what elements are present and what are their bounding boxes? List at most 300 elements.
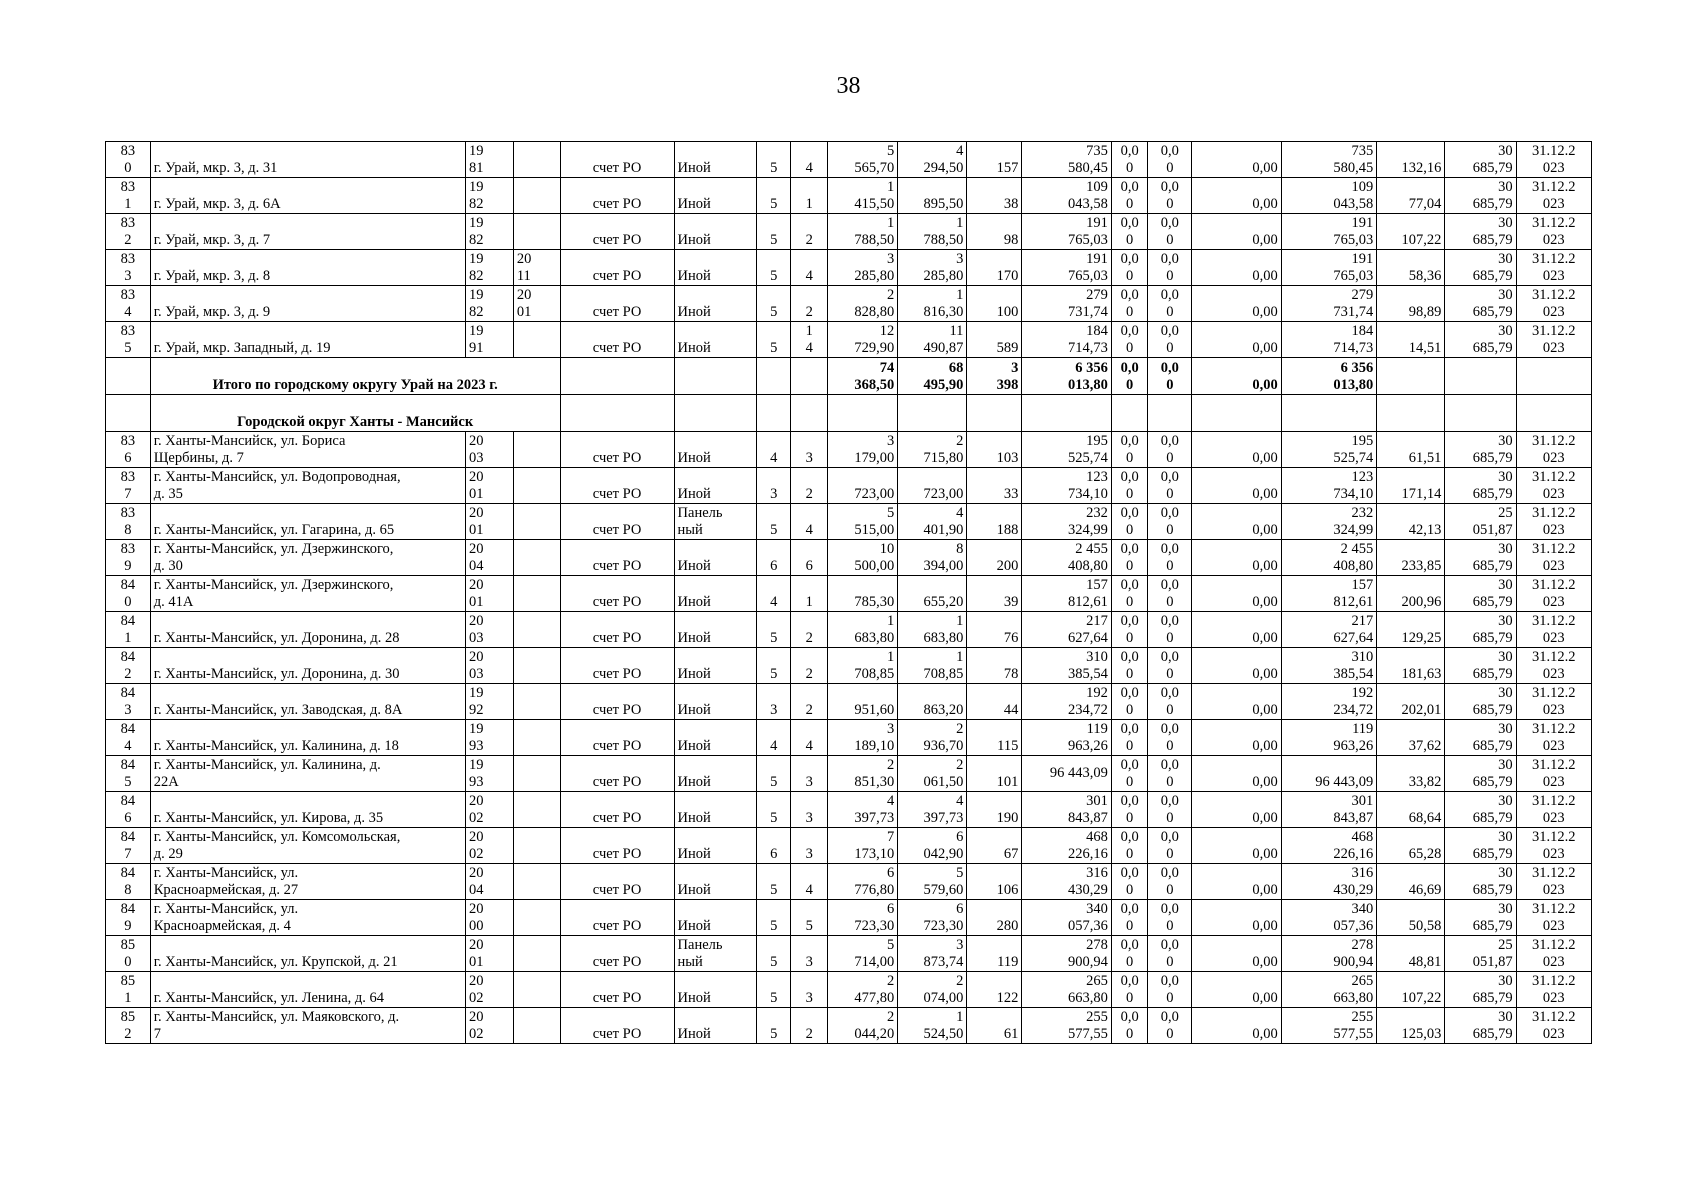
cell-area-living: 8 394,00 — [898, 540, 967, 576]
cell-area-total: 10 500,00 — [828, 540, 898, 576]
cell-entrances: 2 — [791, 612, 828, 648]
cell-area-living: 2 715,80 — [898, 432, 967, 468]
cell-unit-cost: 65,28 — [1377, 828, 1445, 864]
cell-residents: 589 — [967, 322, 1022, 358]
cell-row-number: 83 4 — [106, 286, 151, 322]
cell-address: г. Урай, мкр. 3, д. 9 — [150, 286, 465, 322]
cell-row-number: 84 5 — [106, 756, 151, 792]
cell-floors: 5 — [756, 322, 791, 358]
cell-year-repair: 20 11 — [513, 250, 560, 286]
cell-deadline: 31.12.2 023 — [1516, 1008, 1591, 1044]
table-row — [106, 900, 1592, 936]
cell-year-repair — [513, 432, 560, 468]
cell-address: г. Ханты-Мансийск, ул. Калинина, д. 22А — [150, 756, 465, 792]
cell-year-built: 19 93 — [466, 720, 514, 756]
cell-zero-a: 0,0 0 — [1111, 540, 1148, 576]
cell-row-number: 85 1 — [106, 972, 151, 1008]
cell-zero-a: 0,0 0 — [1111, 432, 1148, 468]
cell-unit-cost: 98,89 — [1377, 286, 1445, 322]
table-row — [106, 178, 1592, 214]
cell-zero-a: 0,0 0 — [1111, 828, 1148, 864]
cell-zero-c: 0,00 — [1192, 828, 1282, 864]
cell-zero-b: 0,0 0 — [1148, 684, 1192, 720]
cell-zero-b: 0,0 0 — [1148, 250, 1192, 286]
summary-cost: 6 356 013,80 — [1022, 358, 1112, 395]
cell-entrances: 2 — [791, 1008, 828, 1044]
cell-area-living: 6 042,90 — [898, 828, 967, 864]
cell-zero-a: 0,0 0 — [1111, 178, 1148, 214]
cell-unit-cost: 202,01 — [1377, 684, 1445, 720]
cell-wall-material: Иной — [674, 792, 756, 828]
cell-deadline: 31.12.2 023 — [1516, 864, 1591, 900]
cell-area-living: 1 816,30 — [898, 286, 967, 322]
cell-year-built: 20 01 — [466, 936, 514, 972]
table-row — [106, 828, 1592, 864]
cell-fund: 184 714,73 — [1281, 322, 1377, 358]
cell-residents: 78 — [967, 648, 1022, 684]
housing-table — [105, 141, 1592, 1044]
cell-funding-source: счет РО — [560, 142, 674, 178]
cell-floors: 5 — [756, 648, 791, 684]
cell-zero-a: 0,0 0 — [1111, 142, 1148, 178]
cell-cost: 191 765,03 — [1022, 214, 1112, 250]
cell-floors: 5 — [756, 972, 791, 1008]
cell-wall-material: Панель ный — [674, 936, 756, 972]
cell-limit-cost: 30 685,79 — [1445, 900, 1516, 936]
cell-residents: 170 — [967, 250, 1022, 286]
cell-funding-source: счет РО — [560, 540, 674, 576]
cell-row-number: 84 8 — [106, 864, 151, 900]
cell-residents: 67 — [967, 828, 1022, 864]
cell-year-built: 19 82 — [466, 286, 514, 322]
cell-area-living: 2 074,00 — [898, 972, 967, 1008]
cell-address: г. Ханты-Мансийск, ул. Дзержинского, д. 30 — [150, 540, 465, 576]
cell-fund: 310 385,54 — [1281, 648, 1377, 684]
cell-row-number: 83 7 — [106, 468, 151, 504]
cell-area-total: 6 776,80 — [828, 864, 898, 900]
cell-year-repair — [513, 720, 560, 756]
table-row — [106, 720, 1592, 756]
cell-fund: 123 734,10 — [1281, 468, 1377, 504]
cell-address: г. Урай, мкр. 3, д. 31 — [150, 142, 465, 178]
cell-zero-a: 0,0 0 — [1111, 576, 1148, 612]
cell-cost: 735 580,45 — [1022, 142, 1112, 178]
cell-zero-b: 0,0 0 — [1148, 828, 1192, 864]
cell-funding-source: счет РО — [560, 576, 674, 612]
cell-year-built: 20 00 — [466, 900, 514, 936]
cell-year-repair — [513, 612, 560, 648]
table-row — [106, 576, 1592, 612]
cell-limit-cost: 30 685,79 — [1445, 828, 1516, 864]
cell-wall-material: Иной — [674, 540, 756, 576]
uray-rows — [106, 142, 1592, 358]
cell-year-built: 19 82 — [466, 214, 514, 250]
cell-floors: 6 — [756, 540, 791, 576]
cell-deadline: 31.12.2 023 — [1516, 900, 1591, 936]
cell-floors: 5 — [756, 792, 791, 828]
cell-residents: 98 — [967, 214, 1022, 250]
cell-wall-material: Иной — [674, 142, 756, 178]
summary-residents: 3 398 — [967, 358, 1022, 395]
cell-zero-c: 0,00 — [1192, 504, 1282, 540]
cell-funding-source: счет РО — [560, 720, 674, 756]
cell-year-built: 19 92 — [466, 684, 514, 720]
cell-zero-b: 0,0 0 — [1148, 286, 1192, 322]
cell-floors: 4 — [756, 432, 791, 468]
cell-zero-c: 0,00 — [1192, 540, 1282, 576]
cell-zero-b: 0,0 0 — [1148, 322, 1192, 358]
cell-address: г. Урай, мкр. 3, д. 7 — [150, 214, 465, 250]
cell-cost: 119 963,26 — [1022, 720, 1112, 756]
cell-address: г. Ханты-Мансийск, ул. Гагарина, д. 65 — [150, 504, 465, 540]
cell-fund: 468 226,16 — [1281, 828, 1377, 864]
cell-residents: 115 — [967, 720, 1022, 756]
summary-area-living: 68 495,90 — [898, 358, 967, 395]
cell-year-built: 20 03 — [466, 432, 514, 468]
cell-entrances: 4 — [791, 250, 828, 286]
cell-cost: 191 765,03 — [1022, 250, 1112, 286]
khm-rows — [106, 432, 1592, 1044]
cell-address: г. Ханты-Мансийск, ул. Крупской, д. 21 — [150, 936, 465, 972]
cell-zero-c: 0,00 — [1192, 286, 1282, 322]
cell-fund: 265 663,80 — [1281, 972, 1377, 1008]
cell-area-living: 3 873,74 — [898, 936, 967, 972]
cell-year-built: 19 93 — [466, 756, 514, 792]
cell-area-total: 1 708,85 — [828, 648, 898, 684]
cell-floors: 5 — [756, 756, 791, 792]
cell-floors: 6 — [756, 828, 791, 864]
table-row — [106, 432, 1592, 468]
cell-funding-source: счет РО — [560, 504, 674, 540]
cell-year-repair — [513, 828, 560, 864]
cell-unit-cost: 171,14 — [1377, 468, 1445, 504]
cell-deadline: 31.12.2 023 — [1516, 936, 1591, 972]
cell-row-number: 83 0 — [106, 142, 151, 178]
table-row — [106, 286, 1592, 322]
cell-area-total: 5 565,70 — [828, 142, 898, 178]
cell-zero-c: 0,00 — [1192, 612, 1282, 648]
cell-year-repair — [513, 468, 560, 504]
cell-area-living: 2 936,70 — [898, 720, 967, 756]
cell-zero-c: 0,00 — [1192, 864, 1282, 900]
cell-address: г. Ханты-Мансийск, ул. Красноармейская, д. 27 — [150, 864, 465, 900]
cell-unit-cost: 77,04 — [1377, 178, 1445, 214]
cell-entrances: 2 — [791, 468, 828, 504]
cell-zero-b: 0,0 0 — [1148, 468, 1192, 504]
cell-residents: 44 — [967, 684, 1022, 720]
summary-row-uray — [106, 358, 1592, 395]
cell-zero-c: 0,00 — [1192, 756, 1282, 792]
cell-area-total: 3 189,10 — [828, 720, 898, 756]
cell-row-number: 83 3 — [106, 250, 151, 286]
cell-entrances: 4 — [791, 864, 828, 900]
cell-fund: 217 627,64 — [1281, 612, 1377, 648]
table-row — [106, 684, 1592, 720]
cell-deadline: 31.12.2 023 — [1516, 286, 1591, 322]
cell-year-built: 20 01 — [466, 468, 514, 504]
cell-cost: 279 731,74 — [1022, 286, 1112, 322]
cell-year-repair — [513, 684, 560, 720]
cell-limit-cost: 30 685,79 — [1445, 468, 1516, 504]
cell-zero-a: 0,0 0 — [1111, 612, 1148, 648]
summary-area-total: 74 368,50 — [828, 358, 898, 395]
cell-year-repair — [513, 936, 560, 972]
cell-deadline: 31.12.2 023 — [1516, 972, 1591, 1008]
cell-year-built: 20 02 — [466, 1008, 514, 1044]
cell-area-total: 2 851,30 — [828, 756, 898, 792]
cell-year-repair — [513, 900, 560, 936]
cell-area-living: 3 285,80 — [898, 250, 967, 286]
cell-fund: 192 234,72 — [1281, 684, 1377, 720]
table-row — [106, 792, 1592, 828]
cell-floors: 5 — [756, 1008, 791, 1044]
cell-zero-a: 0,0 0 — [1111, 756, 1148, 792]
cell-entrances: 2 — [791, 286, 828, 322]
cell-address: г. Ханты-Мансийск, ул. Маяковского, д. 7 — [150, 1008, 465, 1044]
cell-limit-cost: 30 685,79 — [1445, 684, 1516, 720]
cell-entrances: 3 — [791, 828, 828, 864]
cell-residents: 100 — [967, 286, 1022, 322]
cell-zero-b: 0,0 0 — [1148, 576, 1192, 612]
cell-unit-cost: 68,64 — [1377, 792, 1445, 828]
cell-wall-material: Иной — [674, 432, 756, 468]
cell-address: г. Ханты-Мансийск, ул. Кирова, д. 35 — [150, 792, 465, 828]
cell-zero-b: 0,0 0 — [1148, 214, 1192, 250]
cell-funding-source: счет РО — [560, 468, 674, 504]
cell-zero-a: 0,0 0 — [1111, 1008, 1148, 1044]
cell-fund: 232 324,99 — [1281, 504, 1377, 540]
cell-cost: 310 385,54 — [1022, 648, 1112, 684]
cell-entrances: 2 — [791, 214, 828, 250]
cell-year-built: 20 01 — [466, 504, 514, 540]
table-row — [106, 612, 1592, 648]
cell-limit-cost: 30 685,79 — [1445, 286, 1516, 322]
table-row — [106, 540, 1592, 576]
cell-row-number: 84 2 — [106, 648, 151, 684]
cell-cost: 109 043,58 — [1022, 178, 1112, 214]
cell-area-total: 1 415,50 — [828, 178, 898, 214]
cell-zero-b: 0,0 0 — [1148, 648, 1192, 684]
cell-fund: 195 525,74 — [1281, 432, 1377, 468]
cell-residents: 33 — [967, 468, 1022, 504]
cell-limit-cost: 30 685,79 — [1445, 720, 1516, 756]
cell-row-number: 83 6 — [106, 432, 151, 468]
cell-residents: 101 — [967, 756, 1022, 792]
cell-residents: 190 — [967, 792, 1022, 828]
cell-unit-cost: 42,13 — [1377, 504, 1445, 540]
cell-area-living: 11 490,87 — [898, 322, 967, 358]
cell-floors: 5 — [756, 612, 791, 648]
cell-row-number: 85 0 — [106, 936, 151, 972]
cell-zero-b: 0,0 0 — [1148, 178, 1192, 214]
cell-floors: 5 — [756, 178, 791, 214]
cell-year-built: 20 03 — [466, 648, 514, 684]
cell-residents: 122 — [967, 972, 1022, 1008]
cell-fund: 255 577,55 — [1281, 1008, 1377, 1044]
cell-year-repair — [513, 142, 560, 178]
table-row — [106, 504, 1592, 540]
table-row — [106, 468, 1592, 504]
cell-area-living: 4 401,90 — [898, 504, 967, 540]
cell-floors: 5 — [756, 214, 791, 250]
cell-cost: 96 443,09 — [1022, 756, 1112, 792]
cell-cost: 301 843,87 — [1022, 792, 1112, 828]
table-row — [106, 250, 1592, 286]
cell-zero-c: 0,00 — [1192, 576, 1282, 612]
cell-unit-cost: 125,03 — [1377, 1008, 1445, 1044]
cell-entrances: 4 — [791, 504, 828, 540]
cell-residents: 61 — [967, 1008, 1022, 1044]
cell-deadline: 31.12.2 023 — [1516, 648, 1591, 684]
cell-deadline: 31.12.2 023 — [1516, 612, 1591, 648]
cell-year-repair — [513, 1008, 560, 1044]
cell-zero-c: 0,00 — [1192, 648, 1282, 684]
cell-unit-cost: 14,51 — [1377, 322, 1445, 358]
cell-wall-material: Иной — [674, 214, 756, 250]
cell-deadline: 31.12.2 023 — [1516, 432, 1591, 468]
cell-zero-c: 0,00 — [1192, 1008, 1282, 1044]
cell-zero-a: 0,0 0 — [1111, 214, 1148, 250]
summary-label: Итого по городскому округу Урай на 2023 г. — [150, 358, 560, 395]
cell-cost: 2 455 408,80 — [1022, 540, 1112, 576]
cell-limit-cost: 25 051,87 — [1445, 936, 1516, 972]
cell-fund: 735 580,45 — [1281, 142, 1377, 178]
cell-fund: 301 843,87 — [1281, 792, 1377, 828]
cell-funding-source: счет РО — [560, 936, 674, 972]
cell-row-number: 84 3 — [106, 684, 151, 720]
cell-cost: 316 430,29 — [1022, 864, 1112, 900]
cell-cost: 468 226,16 — [1022, 828, 1112, 864]
cell-zero-a: 0,0 0 — [1111, 250, 1148, 286]
cell-area-living: 6 723,30 — [898, 900, 967, 936]
cell-wall-material: Иной — [674, 900, 756, 936]
cell-year-built: 20 02 — [466, 792, 514, 828]
cell-unit-cost: 58,36 — [1377, 250, 1445, 286]
cell-zero-a: 0,0 0 — [1111, 648, 1148, 684]
cell-limit-cost: 30 685,79 — [1445, 432, 1516, 468]
cell-year-repair — [513, 178, 560, 214]
cell-limit-cost: 25 051,87 — [1445, 504, 1516, 540]
cell-zero-c: 0,00 — [1192, 178, 1282, 214]
table-row — [106, 648, 1592, 684]
cell-wall-material: Иной — [674, 178, 756, 214]
cell-address: г. Ханты-Мансийск, ул. Калинина, д. 18 — [150, 720, 465, 756]
cell-limit-cost: 30 685,79 — [1445, 864, 1516, 900]
cell-area-total: 5 515,00 — [828, 504, 898, 540]
cell-unit-cost: 33,82 — [1377, 756, 1445, 792]
cell-wall-material: Иной — [674, 864, 756, 900]
cell-address: г. Ханты-Мансийск, ул. Водопроводная, д. 35 — [150, 468, 465, 504]
cell-area-total: 2 044,20 — [828, 1008, 898, 1044]
cell-year-repair — [513, 540, 560, 576]
cell-area-living: 895,50 — [898, 178, 967, 214]
cell-cost: 157 812,61 — [1022, 576, 1112, 612]
cell-funding-source: счет РО — [560, 684, 674, 720]
cell-unit-cost: 50,58 — [1377, 900, 1445, 936]
cell-floors: 4 — [756, 720, 791, 756]
cell-area-total: 6 723,30 — [828, 900, 898, 936]
cell-cost: 217 627,64 — [1022, 612, 1112, 648]
cell-funding-source: счет РО — [560, 322, 674, 358]
summary-zero-2: 0,0 0 — [1148, 358, 1192, 395]
cell-wall-material: Иной — [674, 576, 756, 612]
cell-entrances: 3 — [791, 936, 828, 972]
cell-limit-cost: 30 685,79 — [1445, 214, 1516, 250]
cell-area-living: 4 294,50 — [898, 142, 967, 178]
cell-unit-cost: 233,85 — [1377, 540, 1445, 576]
cell-area-living: 1 788,50 — [898, 214, 967, 250]
cell-year-repair — [513, 756, 560, 792]
cell-funding-source: счет РО — [560, 286, 674, 322]
cell-year-built: 19 91 — [466, 322, 514, 358]
cell-year-built: 20 04 — [466, 864, 514, 900]
cell-funding-source: счет РО — [560, 612, 674, 648]
cell-deadline: 31.12.2 023 — [1516, 178, 1591, 214]
cell-row-number: 84 6 — [106, 792, 151, 828]
cell-area-living: 4 397,73 — [898, 792, 967, 828]
cell-deadline: 31.12.2 023 — [1516, 142, 1591, 178]
cell-limit-cost: 30 685,79 — [1445, 612, 1516, 648]
cell-year-built: 20 03 — [466, 612, 514, 648]
cell-residents: 188 — [967, 504, 1022, 540]
cell-zero-c: 0,00 — [1192, 936, 1282, 972]
cell-zero-c: 0,00 — [1192, 720, 1282, 756]
cell-unit-cost: 181,63 — [1377, 648, 1445, 684]
cell-year-built: 20 02 — [466, 828, 514, 864]
cell-deadline: 31.12.2 023 — [1516, 540, 1591, 576]
cell-area-total: 2 828,80 — [828, 286, 898, 322]
cell-floors: 4 — [756, 576, 791, 612]
cell-fund: 316 430,29 — [1281, 864, 1377, 900]
cell-deadline: 31.12.2 023 — [1516, 322, 1591, 358]
cell-entrances: 2 — [791, 684, 828, 720]
cell-floors: 3 — [756, 684, 791, 720]
cell-zero-a: 0,0 0 — [1111, 468, 1148, 504]
cell-row-number: 83 1 — [106, 178, 151, 214]
cell-address: г. Урай, мкр. 3, д. 6А — [150, 178, 465, 214]
cell-fund: 109 043,58 — [1281, 178, 1377, 214]
table-row — [106, 972, 1592, 1008]
cell-deadline: 31.12.2 023 — [1516, 504, 1591, 540]
cell-zero-b: 0,0 0 — [1148, 900, 1192, 936]
summary-zero-3: 0,00 — [1192, 358, 1282, 395]
cell-row-number: 84 9 — [106, 900, 151, 936]
cell-zero-c: 0,00 — [1192, 432, 1282, 468]
cell-address: г. Урай, мкр. 3, д. 8 — [150, 250, 465, 286]
cell-zero-b: 0,0 0 — [1148, 504, 1192, 540]
cell-fund: 279 731,74 — [1281, 286, 1377, 322]
cell-year-repair — [513, 504, 560, 540]
cell-deadline: 31.12.2 023 — [1516, 684, 1591, 720]
cell-entrances: 1 4 — [791, 322, 828, 358]
cell-unit-cost: 61,51 — [1377, 432, 1445, 468]
cell-zero-b: 0,0 0 — [1148, 142, 1192, 178]
cell-wall-material: Иной — [674, 286, 756, 322]
cell-cost: 255 577,55 — [1022, 1008, 1112, 1044]
cell-funding-source: счет РО — [560, 648, 674, 684]
cell-row-number: 84 7 — [106, 828, 151, 864]
cell-area-total: 785,30 — [828, 576, 898, 612]
cell-funding-source: счет РО — [560, 214, 674, 250]
cell-unit-cost: 107,22 — [1377, 972, 1445, 1008]
cell-zero-c: 0,00 — [1192, 322, 1282, 358]
cell-entrances: 6 — [791, 540, 828, 576]
section-header-khm — [106, 395, 1592, 432]
cell-area-living: 655,20 — [898, 576, 967, 612]
cell-wall-material: Иной — [674, 612, 756, 648]
cell-area-total: 1 683,80 — [828, 612, 898, 648]
cell-deadline: 31.12.2 023 — [1516, 720, 1591, 756]
